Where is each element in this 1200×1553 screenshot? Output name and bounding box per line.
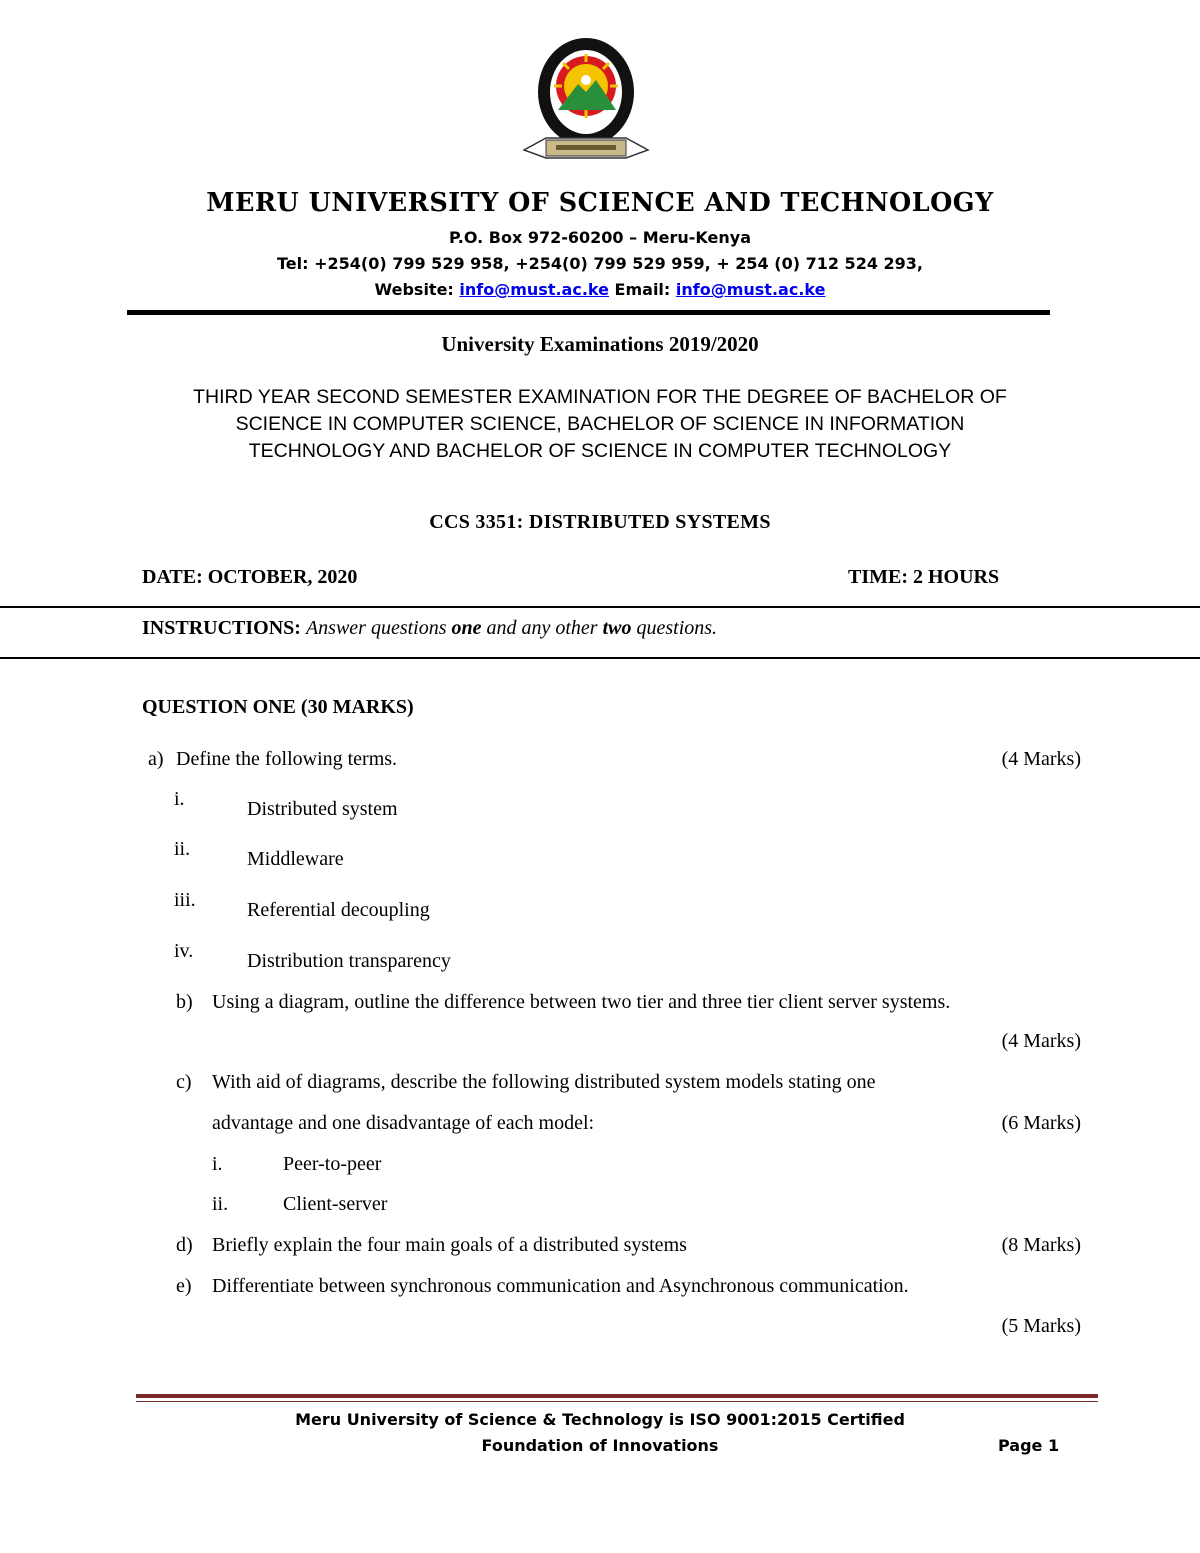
part-text: Define the following terms. [176, 748, 398, 770]
degree-line: THIRD YEAR SECOND SEMESTER EXAMINATION FOR THE DEGREE OF BACHELOR OF [193, 386, 1007, 408]
item-text: Referential decoupling [247, 899, 430, 921]
degree-line: SCIENCE IN COMPUTER SCIENCE, BACHELOR OF SCIENCE IN INFORMATION [235, 413, 965, 435]
item-text: Distributed system [247, 798, 398, 820]
part-marks: (5 Marks) [1001, 1315, 1081, 1337]
instructions [142, 617, 717, 640]
part-text: Using a diagram, outline the difference between two tier and three tier client server systems. [212, 991, 951, 1013]
part-text: Differentiate between synchronous communication and Asynchronous communication. [212, 1275, 909, 1297]
part-text: With aid of diagrams, describe the following distributed system models stating one [212, 1071, 876, 1093]
university-name: MERU UNIVERSITY OF SCIENCE AND TECHNOLOGY [206, 188, 994, 218]
part-marks: (8 Marks) [1001, 1234, 1081, 1256]
item-text: Distribution transparency [247, 950, 451, 972]
part-label: e) [176, 1275, 192, 1297]
instructions-bottom-rule [0, 657, 1200, 659]
page-number: Page 1 [998, 1436, 1060, 1455]
instructions-label: INSTRUCTIONS: [142, 617, 301, 639]
item-text: Middleware [247, 848, 344, 870]
email-link[interactable]: info@must.ac.ke [675, 280, 826, 299]
part-marks: (4 Marks) [1001, 748, 1081, 770]
contact-links [0, 280, 1200, 299]
course-title: CCS 3351: DISTRIBUTED SYSTEMS [429, 511, 771, 533]
exam-year: University Examinations 2019/2020 [441, 332, 759, 356]
part-label: b) [176, 991, 193, 1013]
part-text: advantage and one disadvantage of each model: [212, 1112, 595, 1134]
part-marks: (6 Marks) [1001, 1112, 1081, 1134]
instructions-text: Answer questions [305, 617, 452, 639]
footer-divider-thin [136, 1401, 1098, 1402]
postal-address: P.O. Box 972-60200 – Meru-Kenya [449, 228, 751, 247]
email-label: Email: [614, 280, 671, 299]
university-crest-icon [516, 30, 656, 170]
telephone-numbers: Tel: +254(0) 799 529 958, +254(0) 799 529 959, + 254 (0) 712 524 293, [276, 254, 923, 273]
item-number: iv. [174, 940, 194, 962]
part-label: d) [176, 1234, 193, 1256]
question-heading: QUESTION ONE (30 MARKS) [142, 696, 414, 718]
instructions-top-rule [0, 606, 1200, 608]
website-label: Website: [374, 280, 454, 299]
footer-divider [136, 1394, 1098, 1398]
degree-line: TECHNOLOGY AND BACHELOR OF SCIENCE IN COMPUTER TECHNOLOGY [248, 440, 952, 462]
instructions-text: questions. [631, 617, 718, 639]
item-number: ii. [212, 1193, 229, 1215]
exam-date: DATE: OCTOBER, 2020 [142, 566, 358, 588]
website-link[interactable]: info@must.ac.ke [459, 280, 609, 299]
part-text: Briefly explain the four main goals of a distributed systems [212, 1234, 687, 1256]
item-number: iii. [174, 889, 196, 911]
header-divider [127, 310, 1050, 315]
instructions-text: and any other [481, 617, 603, 639]
exam-time: TIME: 2 HOURS [848, 566, 1000, 588]
footer-certification: Meru University of Science & Technology is ISO 9001:2015 Certified [295, 1410, 905, 1429]
item-number: i. [174, 788, 185, 810]
instructions-emphasis: one [451, 617, 482, 639]
footer-motto: Foundation of Innovations [481, 1436, 719, 1455]
part-marks: (4 Marks) [1001, 1030, 1081, 1052]
item-number: ii. [174, 838, 191, 860]
instructions-emphasis: two [602, 617, 632, 639]
degree-title [130, 384, 1070, 465]
item-text: Peer-to-peer [283, 1153, 382, 1175]
part-label: c) [176, 1071, 192, 1093]
item-number: i. [212, 1153, 223, 1175]
item-text: Client-server [283, 1193, 388, 1215]
part-label: a) [148, 748, 164, 770]
